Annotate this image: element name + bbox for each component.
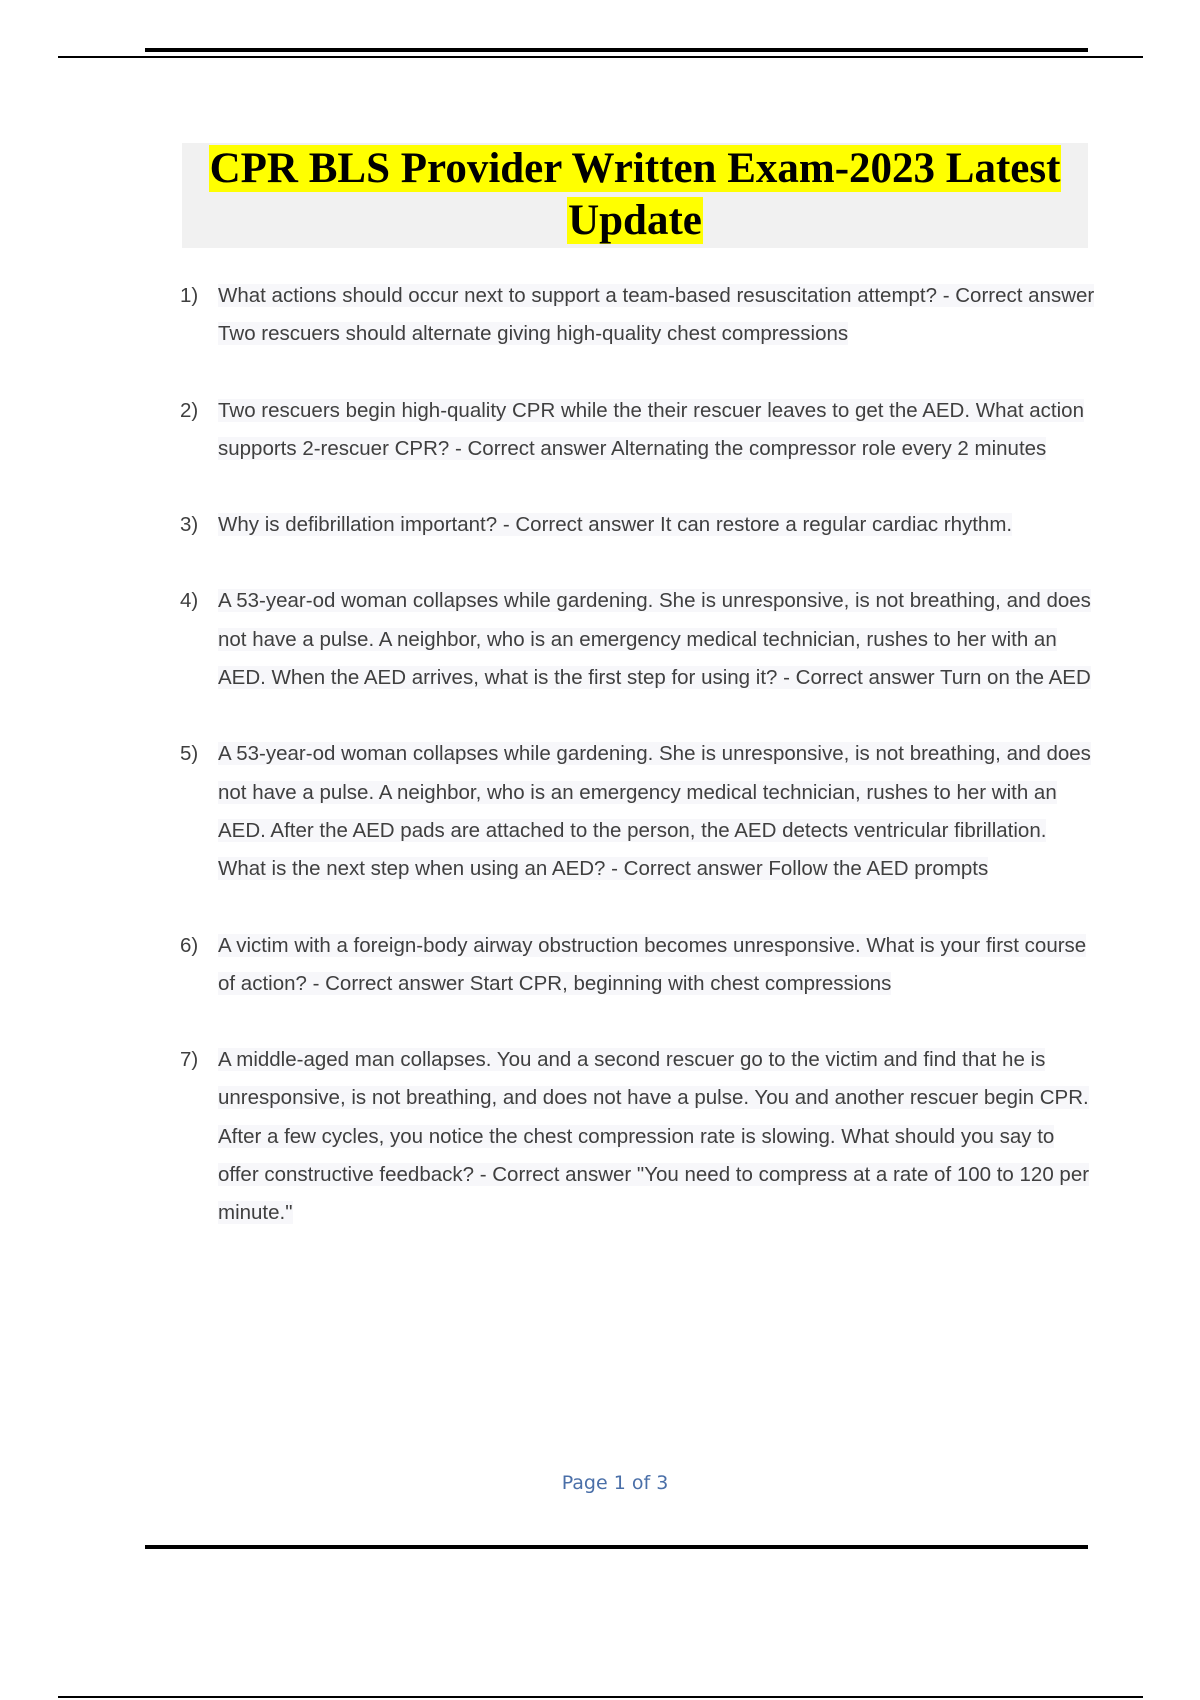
question-number: 5) — [180, 742, 199, 766]
page-footer — [0, 1472, 1200, 1494]
question-item — [180, 392, 1095, 469]
question-text: What actions should occur next to support a team-based resuscitation attempt? - Correct answer Two rescuers should alternate giving high-quality chest compressions — [218, 284, 1095, 346]
question-list — [180, 277, 1095, 1271]
question-text: A victim with a foreign-body airway obstruction becomes unresponsive. What is your first course of action? - Correct answer Start CPR, beginning with chest compressions — [218, 933, 1087, 995]
question-number: 6) — [180, 933, 199, 957]
question-number: 7) — [180, 1048, 199, 1072]
question-text: A 53-year-od woman collapses while gardening. She is unresponsive, is not breathing, and does not have a pulse. A neighbor, who is an emergency medical technician, rushes to her with an AED. After the AED pads are attached to the person, the AED detects ventricular fibrillation. What is the next step when using an AED? - Correct answer Follow the AED prompts — [218, 742, 1091, 881]
question-number: 2) — [180, 398, 199, 422]
question-number: 1) — [180, 284, 199, 307]
question-item — [180, 1041, 1095, 1232]
bottom-outer-rule — [58, 1696, 1143, 1698]
document-title — [182, 143, 1088, 248]
title-line-1: CPR BLS Provider Written Exam-2023 Latest — [209, 145, 1061, 192]
question-number: 3) — [180, 513, 199, 537]
question-text: Two rescuers begin high-quality CPR while the their rescuer leaves to get the AED. What action supports 2-rescuer CPR? - Correct answer Alternating the compressor role every 2 minutes — [218, 398, 1084, 460]
question-item — [180, 582, 1095, 697]
top-outer-rule — [58, 56, 1143, 58]
question-text: A middle-aged man collapses. You and a second rescuer go to the victim and find that he is unresponsive, is not breathing, and does not have a pulse. You and another rescuer begin CPR. After a few cycles, you notice the chest compression rate is slowing. What should you say to offer constructive feedback? - Correct answer "You need to compress at a rate of 100 to 120 per minute." — [218, 1048, 1090, 1225]
title-line-2: Update — [568, 197, 702, 244]
question-text: Why is defibrillation important? - Correct answer It can restore a regular cardiac rhythm. — [218, 513, 1013, 537]
question-number: 4) — [180, 589, 199, 613]
question-text: A 53-year-od woman collapses while gardening. She is unresponsive, is not breathing, and does not have a pulse. A neighbor, who is an emergency medical technician, rushes to her with an AED. When the AED arrives, what is the first step for using it? - Correct answer Turn on the AED — [218, 589, 1091, 690]
question-item — [180, 735, 1095, 888]
question-item — [180, 277, 1095, 354]
bottom-inner-rule — [145, 1545, 1088, 1549]
question-item — [180, 506, 1095, 544]
top-inner-rule — [145, 48, 1088, 52]
page-number: Page 1 of 3 — [561, 1472, 669, 1494]
question-item — [180, 927, 1095, 1004]
